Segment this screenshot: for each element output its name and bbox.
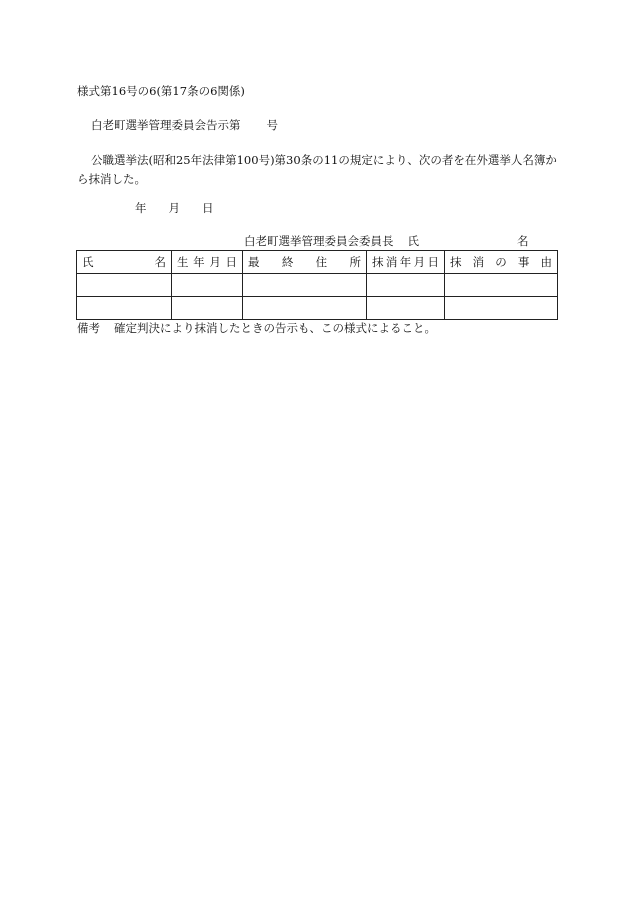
table-cell <box>367 297 445 320</box>
chair-name-label-2: 名 <box>517 234 529 248</box>
roster-table <box>76 250 558 320</box>
chair-name-label-1: 氏 <box>407 234 419 248</box>
table-cell <box>77 297 172 320</box>
table-cell <box>445 297 558 320</box>
date-day: 日 <box>202 201 214 215</box>
table-row <box>77 274 558 297</box>
header-last-address: 最終住所 <box>243 251 367 274</box>
date-line <box>135 201 214 216</box>
chair-title: 白老町選挙管理委員会委員長 <box>244 234 394 248</box>
table-cell <box>172 297 243 320</box>
header-name: 氏名 <box>77 251 172 274</box>
table-cell <box>172 274 243 297</box>
remark <box>77 321 436 336</box>
body-text: 公職選挙法(昭和25年法律第100号)第30条の11の規定により、次の者を在外選挙人名簿から抹消した。 <box>77 153 557 186</box>
table-cell <box>243 274 367 297</box>
remark-text: 確定判決により抹消したときの告示も、この様式によること。 <box>114 321 436 335</box>
table-row <box>77 297 558 320</box>
table-header-row <box>77 251 558 274</box>
notice-title-prefix: 白老町選挙管理委員会告示第 <box>91 118 241 132</box>
date-month: 月 <box>168 201 180 215</box>
form-number: 様式第16号の6(第17条の6関係) <box>77 84 245 98</box>
table-cell <box>445 274 558 297</box>
header-deletion-reason: 抹消の事由 <box>445 251 558 274</box>
remark-label: 備考 <box>77 321 100 335</box>
notice-title-suffix: 号 <box>266 118 278 132</box>
table-cell <box>243 297 367 320</box>
table-cell <box>77 274 172 297</box>
table-cell <box>367 274 445 297</box>
date-year: 年 <box>135 201 147 215</box>
notice-title <box>91 118 278 133</box>
header-birthdate: 生年月日 <box>172 251 243 274</box>
header-deletion-date: 抹消年月日 <box>367 251 445 274</box>
chair-line <box>244 234 529 249</box>
